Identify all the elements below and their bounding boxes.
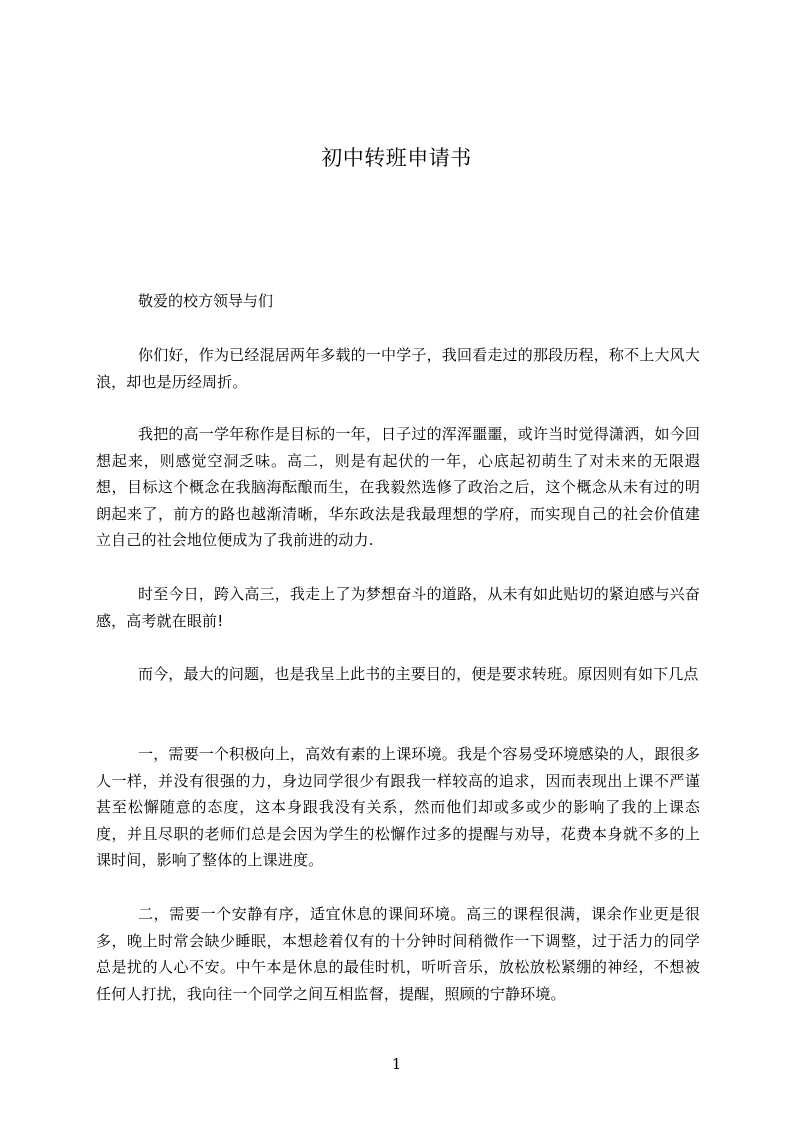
- paragraph-reason-one: 一，需要一个积极向上，高效有素的上课环境。我是个容易受环境感染的人，跟很多人一样，并没有很强的力，身边同学很少有跟我一样较高的追求，因而表现出上课不严谨甚至松懈随意的态度，这本身跟我没有关系，然而他们却或多或少的影响了我的上课态度，并且尽职的老师们总是会因为学生的松懈作过多的提醒与劝导，花费本身就不多的上课时间，影响了整体的上课进度。: [96, 745, 700, 869]
- paragraph-senior-year: 时至今日，跨入高三，我走上了为梦想奋斗的道路，从未有如此贴切的紧迫感与兴奋感，高考就在眼前!: [96, 585, 700, 630]
- paragraph-intro: 你们好，作为已经混居两年多载的一中学子，我回看走过的那段历程，称不上大风大浪，却也是历经周折。: [96, 346, 700, 391]
- greeting: 敬爱的校方领导与们: [138, 292, 274, 310]
- paragraph-purpose: 而今，最大的问题，也是我呈上此书的主要目的，便是要求转班。原因则有如下几点: [138, 665, 699, 683]
- document-title: 初中转班申请书: [321, 146, 472, 170]
- paragraph-reason-two: 二，需要一个安静有序，适宜休息的课间环境。高三的课程很满，课余作业更是很多，晚上时常会缺少睡眠，本想趁着仅有的十分钟时间稍微作一下调整，过于活力的同学总是扰的人心不安。中午本是休息的最佳时机，听听音乐，放松放松紧绷的神经，不想被任何人打扰，我向往一个同学之间互相监督，提醒，照顾的宁静环境。: [96, 905, 700, 1003]
- paragraph-background: 我把的高一学年称作是目标的一年，日子过的浑浑噩噩，或许当时觉得潇洒，如今回想起来，则感觉空洞乏味。高二，则是有起伏的一年，心底起初萌生了对未来的无限遐想，目标这个概念在我脑海酝酿而生，在我毅然选修了政治之后，这个概念从未有过的明朗起来了，前方的路也越渐清晰，华东政法是我最理想的学府，而实现自己的社会价值建立自己的社会地位便成为了我前进的动力.: [96, 425, 700, 549]
- page-number: 1: [391, 1055, 402, 1073]
